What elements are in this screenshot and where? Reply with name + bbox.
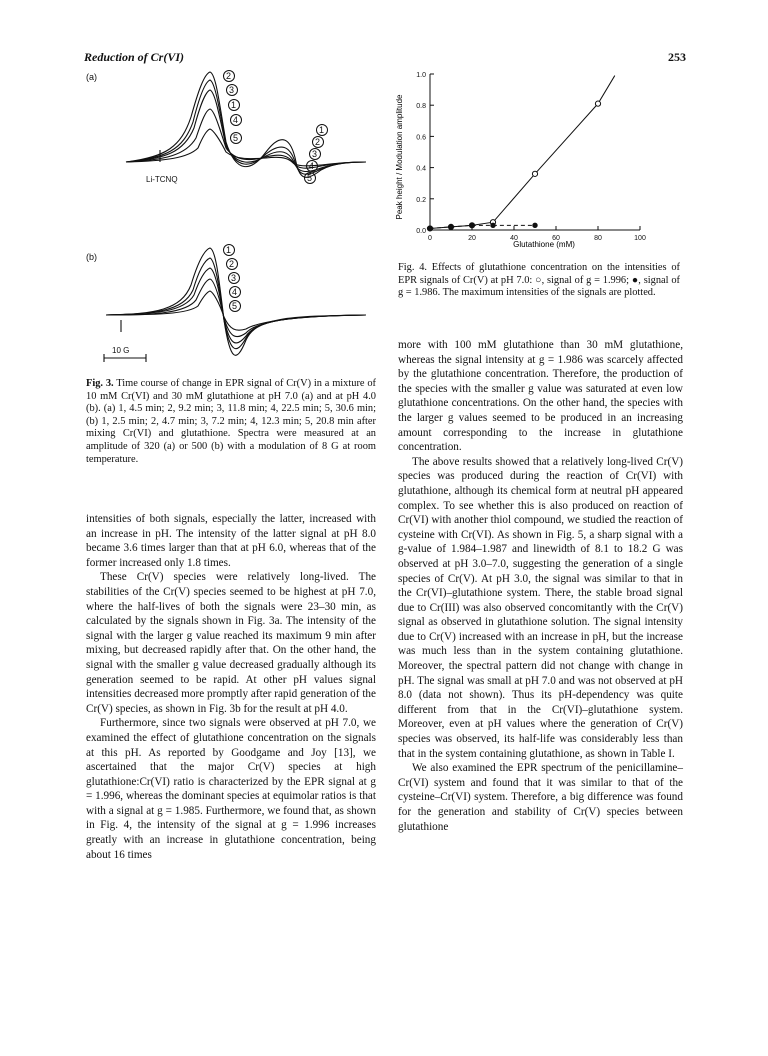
fig3a-curve-5 bbox=[126, 129, 366, 166]
fig4-x-tick-label: 100 bbox=[634, 235, 646, 242]
fig3-panel-a-label: (a) bbox=[86, 72, 97, 82]
fig4-caption-lead: Fig. 4. bbox=[398, 262, 427, 273]
body-left-column bbox=[86, 512, 376, 862]
fig3a-right-label-1: 1 bbox=[319, 125, 325, 135]
page-number: 253 bbox=[668, 50, 686, 64]
fig4-series-2-point bbox=[533, 223, 537, 227]
fig4-series-1-line bbox=[430, 76, 615, 229]
fig4-series-1-point bbox=[532, 171, 537, 176]
fig4-x-tick-label: 80 bbox=[594, 235, 602, 242]
fig4-x-tick-label: 0 bbox=[428, 235, 432, 242]
fig4-series-2-point bbox=[449, 225, 453, 229]
fig4-series-2-point bbox=[491, 223, 495, 227]
fig4-x-axis-label: Glutathione (mM) bbox=[513, 240, 575, 249]
fig4-y-tick-label: 0.8 bbox=[416, 103, 426, 111]
fig4-caption-text: Effects of glutathione concentration on the intensities of EPR signals of Cr(V) at pH 7.0: ○, signal of g = 1.996; ●, signal of g = 1.986. The maximum intensities of the signals are plotted. bbox=[398, 262, 680, 299]
li-tcnq-label: Li-TCNQ bbox=[146, 175, 178, 184]
body-left-para-3: Furthermore, since two signals were observed at pH 7.0, we examined the effect of glutathione concentration on the signals at this pH. As reported by Goodgame and Joy [13], we ascertained that the major Cr(V) species at high glutathione:Cr(VI) ratio is characterized by the EPR signal at g = 1.996, whereas the dominant species at equimolar ratios is that with a signal at g = 1.985. Furthermore, we found that, as shown in Fig. 4, the intensity of the signal at g = 1.996 increases greatly with an increase in glutathione concentration, being about 16 times bbox=[86, 717, 376, 861]
fig3-caption-text: Time course of change in EPR signal of Cr(V) in a mixture of 10 mM Cr(VI) and 30 mM glutathione at pH 7.0 (a) and at pH 4.0 (b). (a) 1, 4.5 min; 2, 9.2 min; 3, 11.8 min; 4, 22.5 min; 5, 30.6 min; (b) 1, 2.5 min; 2, 4.7 min; 3, 7.2 min; 4, 12.3 min; 5, 20.8 min after mixing Cr(VI) and glutathione. Spectra were measured at an amplitude of 320 (a) or 500 (b) with a modulation of 8 G at room temperature. bbox=[86, 378, 377, 465]
fig4-x-tick-label: 40 bbox=[510, 235, 518, 242]
fig4-y-axis-label: Peak height / Modulation amplitude bbox=[395, 94, 404, 220]
fig3b-label-5: 5 bbox=[232, 301, 238, 311]
fig3-panel-b-label: (b) bbox=[86, 252, 97, 262]
body-right-para-3: We also examined the EPR spectrum of the penicillamine–Cr(VI) system and found that it was similar to that of the cysteine–Cr(VI) system. Therefore, a big difference was found for the generation and stability of Cr(V) species between glutathione bbox=[398, 762, 683, 833]
fig4-series-2-point bbox=[470, 223, 474, 227]
fig3a-top-label-5: 5 bbox=[233, 133, 239, 143]
body-left-para-1: intensities of both signals, especially the latter, increased with an increase in pH. The intensity of the latter signal at pH 8.0 became 3.6 times larger than that at pH 6.0, whereas that of the former increased only 1.8 times. bbox=[86, 513, 376, 569]
fig4-y-tick-label: 1.0 bbox=[416, 72, 426, 79]
fig3a-right-label-4: 4 bbox=[309, 161, 315, 171]
fig3b-label-4: 4 bbox=[232, 287, 238, 297]
fig4-y-tick-label: 0.6 bbox=[416, 134, 426, 142]
fig4-x-tick-label: 60 bbox=[552, 235, 560, 242]
fig4-series-1-point bbox=[595, 101, 600, 106]
fig4-y-tick-label: 0.0 bbox=[416, 228, 426, 235]
fig3a-top-label-2: 3 bbox=[229, 85, 235, 95]
fig3b-label-3: 3 bbox=[231, 273, 237, 283]
running-title: Reduction of Cr(VI) bbox=[84, 50, 185, 64]
scale-bar-label: 10 G bbox=[112, 346, 130, 355]
fig4-x-tick-label: 20 bbox=[468, 235, 476, 242]
scale-bar bbox=[104, 354, 146, 362]
fig4-caption bbox=[398, 262, 680, 300]
fig3b-label-1: 1 bbox=[226, 245, 232, 255]
fig3a-spectrum bbox=[86, 62, 376, 222]
fig3b-label-2: 2 bbox=[229, 259, 235, 269]
fig3a-top-label-1: 2 bbox=[226, 71, 232, 81]
fig4-series-2-point bbox=[428, 226, 432, 230]
fig4-y-tick-label: 0.4 bbox=[416, 165, 426, 173]
body-right-para-2: The above results showed that a relatively long-lived Cr(V) species was produced during the reaction of Cr(VI) with glutathione, although its chemical form at neutral pH appeared complex. To see whether this is also produced on reaction of Cr(VI) with another thiol compound, we studied the reaction of cysteine with Cr(VI). As shown in Fig. 5, a sharp signal with a g-value of 1.984–1.987 and linewidth of 8.1 to 18.2 G was observed at pH 3.0–7.0, suggesting the generation of a single species of Cr(V). At pH 3.0, the signal was similar to that in the Cr(VI)–glutathione system. There, the stable broad signal due to Cr(III) was also observed concomitantly with the Cr(V) signal as observed in glutathione solution. The signal intensity due to Cr(V) increased with an increase in pH, but the increase was much less than in the system containing glutathione. Moreover, the spectral pattern did not change with change in pH. The signal was small at pH 7.0 and was not observed at pH 8.0 (data not shown). Thus its pH-dependency was quite different from that in the Cr(VI)–glutathione system. Moreover, even at pH values where the generation of Cr(V) species was observed, its half-life was considerably less than that in the system containing glutathione, as shown in Table I. bbox=[398, 455, 683, 760]
fig3b-spectrum bbox=[86, 240, 376, 370]
fig3a-right-label-2: 2 bbox=[315, 137, 321, 147]
fig3a-right-label-5: 5 bbox=[307, 173, 313, 183]
body-right-para-1: more with 100 mM glutathione than 30 mM glutathione, whereas the signal intensity at g = 1.986 was scarcely affected by the glutathione concentration. Therefore, the production of the species with the smaller g value was saturated at even low glutathione concentrations. On the other hand, the species with the larger g values seemed to be produced in an increasing amount corresponding to the increase in glutathione concentration. bbox=[398, 339, 683, 454]
fig3a-right-label-3: 3 bbox=[312, 149, 318, 159]
fig3a-top-label-4: 4 bbox=[233, 115, 239, 125]
fig3-caption-lead: Fig. 3. bbox=[86, 378, 114, 389]
fig4-chart bbox=[390, 62, 680, 252]
fig3-caption bbox=[86, 378, 376, 466]
fig3a-curve-4 bbox=[126, 109, 366, 168]
fig4-series-2-line bbox=[430, 225, 535, 228]
fig4-y-tick-label: 0.2 bbox=[416, 196, 426, 204]
body-left-para-2: These Cr(V) species were relatively long-lived. The stabilities of the Cr(V) species seemed to be highest at pH 7.0, where the half-lives of both the signals were 23–30 min, as calculated by the signals shown in Fig. 3a. The intensity of the signal with the larger g value reached its maximum 9 min after mixing, but decreased rapidly after that. On the other hand, the signal with the smaller g value decreased gradually although its generation seemed to be rapid. At other pH values signal intensities decreased more promptly after rapid generation of the Cr(V) species, as shown in Fig. 3b for the result at pH 4.0. bbox=[86, 571, 376, 715]
body-right-column bbox=[398, 338, 683, 834]
fig3a-top-label-3: 1 bbox=[231, 100, 237, 110]
